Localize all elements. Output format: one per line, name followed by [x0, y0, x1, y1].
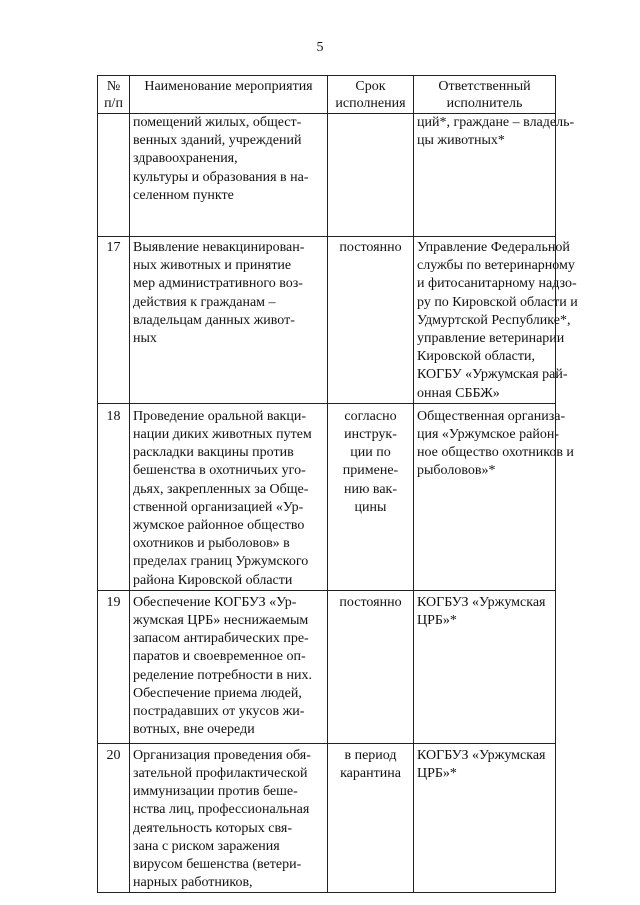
text-line: селенном пункте [133, 187, 234, 203]
text-line: зана с риском заражения [133, 838, 280, 854]
table-row [98, 743, 556, 893]
text-line: зательной профилактической [133, 766, 308, 782]
measure-name-cell [130, 114, 328, 237]
text-line: вотных, вне очереди [133, 722, 255, 738]
text-line: Проведение оральной вакци- [133, 408, 306, 424]
header-text-line: Наименование мероприятия [144, 79, 313, 94]
row-number: 20 [98, 743, 130, 893]
text-line: согласно [344, 408, 397, 424]
text-line: в период [344, 747, 397, 763]
text-line: жумская ЦРБ» неснижаемым [133, 613, 309, 629]
text-line: нарных работников, [133, 875, 253, 891]
text-line: рыболовов»* [417, 463, 496, 479]
text-line: района Кировской области [133, 572, 293, 588]
responsible-cell [414, 237, 578, 404]
header-measure-name [130, 76, 328, 114]
measure-name-cell [130, 237, 328, 404]
table-row [98, 590, 556, 743]
text-line: ру по Кировской области и [417, 294, 578, 310]
text-line: Выявление невакцинирован- [133, 240, 305, 255]
text-line: примене- [342, 463, 399, 479]
text-line: Кировской области, [417, 349, 535, 365]
measure-name-cell [130, 743, 328, 893]
measures-table [97, 75, 578, 893]
text-line: дьях, закрепленных за Обще- [133, 481, 309, 497]
table-row [98, 403, 556, 590]
text-line: деятельность которых свя- [133, 820, 293, 836]
row-number: 17 [98, 237, 130, 404]
text-line: здравоохранения, [133, 151, 238, 167]
text-line: венных зданий, учреждений [133, 133, 302, 149]
text-line: цины [354, 499, 387, 515]
responsible-cell [414, 590, 556, 743]
header-text-line: Срок [355, 79, 386, 94]
text-line: действия к гражданам – [133, 294, 276, 310]
text-line: КОГБУ «Уржумская рай- [417, 367, 568, 383]
table-row [98, 114, 556, 237]
text-line: ций*, граждане – владель- [417, 115, 575, 130]
deadline-cell [328, 403, 414, 590]
text-line: пострадавших от укусов жи- [133, 704, 305, 720]
text-line: жумское районное общество [133, 518, 305, 534]
text-line: КОГБУЗ «Уржумская [417, 594, 546, 610]
text-line: ное общество охотников и [417, 445, 574, 461]
row-number [98, 114, 130, 237]
text-line: ции по [350, 445, 391, 461]
text-line: ция «Уржумское район- [417, 427, 560, 443]
text-line: управление ветеринарии [417, 331, 565, 347]
text-line: ственной организацией «Ур- [133, 499, 304, 515]
text-line: ЦРБ»* [417, 766, 457, 782]
header-number [98, 76, 130, 114]
text-line: Организация проведения обя- [133, 747, 311, 763]
header-text-line: исполнения [335, 96, 406, 111]
text-line: постоянно [339, 594, 402, 610]
text-line: Общественная организа- [417, 408, 566, 424]
text-line: и фитосанитарному надзо- [417, 276, 577, 292]
text-line: карантина [340, 766, 401, 782]
text-line: культуры и образования в на- [133, 169, 309, 185]
text-line: цы животных* [417, 133, 505, 149]
row-number: 19 [98, 590, 130, 743]
text-line: ных [133, 331, 157, 347]
table-row [98, 237, 556, 404]
text-line: Управление Федеральной [417, 240, 570, 255]
text-line: запасом антирабических пре- [133, 631, 309, 647]
header-text-line: исполнитель [446, 96, 523, 111]
text-line: мер административного воз- [133, 276, 303, 292]
table-header-row [98, 76, 556, 114]
text-line: нию вак- [343, 481, 398, 497]
header-responsible [414, 76, 556, 114]
header-text-line: № [106, 79, 121, 94]
text-line: ЦРБ»* [417, 613, 457, 629]
measure-name-cell [130, 590, 328, 743]
deadline-cell [328, 114, 414, 237]
text-line: бешенства в охотничьих уго- [133, 463, 306, 479]
text-line: службы по ветеринарному [417, 258, 575, 274]
deadline-cell [328, 590, 414, 743]
text-line: паратов и своевременное оп- [133, 649, 306, 665]
text-line: ределение потребности в них. [133, 667, 312, 683]
text-line: нации диких животных путем [133, 427, 312, 443]
header-text-line: Ответственный [438, 79, 531, 94]
page-number: 5 [316, 40, 324, 55]
deadline-cell [328, 743, 414, 893]
text-line: Обеспечение приема людей, [133, 685, 302, 701]
text-line: инструк- [344, 427, 397, 443]
text-line: онная СББЖ» [417, 385, 500, 401]
header-deadline [328, 76, 414, 114]
text-line: помещений жилых, общест- [133, 115, 302, 130]
responsible-cell [414, 403, 574, 590]
text-line: владельцам данных живот- [133, 312, 295, 328]
text-line: иммунизации против беше- [133, 784, 298, 800]
text-line: Обеспечение КОГБУЗ «Ур- [133, 594, 297, 610]
header-text-line: п/п [104, 96, 123, 111]
text-line: раскладки вакцины против [133, 445, 294, 461]
text-line: постоянно [339, 240, 402, 255]
text-line: охотников и рыболовов» в [133, 536, 290, 552]
text-line: КОГБУЗ «Уржумская [417, 747, 546, 763]
text-line: Удмуртской Республике*, [417, 312, 571, 328]
text-line: вирусом бешенства (ветери- [133, 857, 302, 873]
responsible-cell [414, 743, 556, 893]
row-number: 18 [98, 403, 130, 590]
measure-name-cell [130, 403, 328, 590]
text-line: нства лиц, профессиональная [133, 802, 310, 818]
text-line: ных животных и принятие [133, 258, 292, 274]
text-line: пределах границ Уржумского [133, 554, 309, 570]
deadline-cell [328, 237, 414, 404]
responsible-cell [414, 114, 575, 237]
